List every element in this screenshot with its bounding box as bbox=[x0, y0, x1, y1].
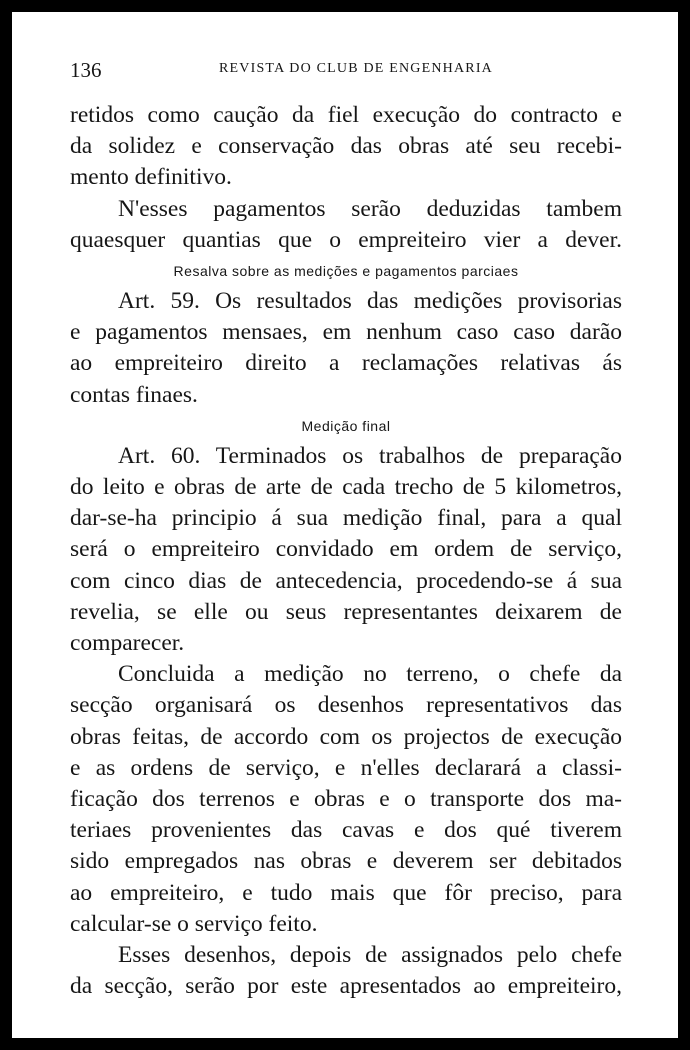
text-line: N'esses pagamentos serão deduzidas tambem bbox=[118, 195, 622, 222]
text-line: mento definitivo. bbox=[70, 164, 232, 191]
text-line: calcular-se o serviço feito. bbox=[70, 910, 318, 937]
paragraph bbox=[70, 286, 622, 411]
text-line: do leito e obras de arte de cada trecho de 5 kilometros, bbox=[70, 474, 622, 501]
paragraph bbox=[70, 659, 622, 940]
page-number: 136 bbox=[70, 58, 102, 82]
text-line: retidos como caução da fiel execução do contracto e bbox=[70, 102, 622, 128]
text-line: contas finaes. bbox=[70, 381, 198, 408]
text-line: e as ordens de serviço, e n'elles declarará a classi- bbox=[70, 754, 622, 781]
section-heading: Medição final bbox=[301, 417, 391, 434]
text-line: teriaes provenientes das cavas e dos qué tiverem bbox=[70, 817, 622, 844]
text-line: e pagamentos mensaes, em nenhum caso caso darão bbox=[70, 319, 622, 346]
text-line: da secção, serão por este apresentados ao empreiteiro, bbox=[70, 973, 622, 1000]
text-line: revelia, se elle ou seus representantes deixarem de bbox=[70, 598, 622, 625]
text-line: Concluida a medição no terreno, o chefe da bbox=[118, 661, 622, 688]
text-line: sido empregados nas obras e deverem ser debitados bbox=[70, 848, 622, 875]
paragraph bbox=[70, 940, 622, 1002]
text-line: Art. 59. Os resultados das medições provisorias bbox=[118, 288, 622, 315]
document-body bbox=[70, 100, 622, 1002]
document-page bbox=[12, 12, 678, 1038]
text-line: dar-se-ha principio á sua medição final, para a qual bbox=[70, 505, 622, 532]
text-line: ficação dos terrenos e obras e o transporte dos ma- bbox=[70, 786, 622, 813]
text-line: ao empreiteiro, e tudo mais que fôr preciso, para bbox=[70, 879, 622, 906]
running-title: REVISTA DO CLUB DE ENGENHARIA bbox=[218, 61, 493, 76]
text-line: Art. 60. Terminados os trabalhos de preparação bbox=[118, 442, 622, 469]
text-line: será o empreiteiro convidado em ordem de serviço, bbox=[70, 536, 622, 563]
text-line: quaesquer quantias que o empreiteiro vier a dever. bbox=[70, 226, 622, 253]
paragraph bbox=[70, 100, 622, 194]
page-header bbox=[70, 58, 622, 82]
text-line: Esses desenhos, depois de assignados pelo chefe bbox=[118, 942, 622, 969]
text-line: secção organisará os desenhos representativos das bbox=[70, 692, 622, 719]
text-line: obras feitas, de accordo com os projectos de execução bbox=[70, 723, 622, 750]
section-heading: Resalva sobre as medições e pagamentos parciaes bbox=[173, 263, 519, 280]
paragraph bbox=[70, 441, 622, 659]
text-line: da solidez e conservação das obras até seu recebi- bbox=[70, 133, 622, 160]
text-line: comparecer. bbox=[70, 630, 185, 657]
text-line: ao empreiteiro direito a reclamações relativas ás bbox=[70, 350, 622, 377]
text-line: com cinco dias de antecedencia, procedendo-se á sua bbox=[70, 567, 622, 594]
paragraph bbox=[70, 194, 622, 256]
